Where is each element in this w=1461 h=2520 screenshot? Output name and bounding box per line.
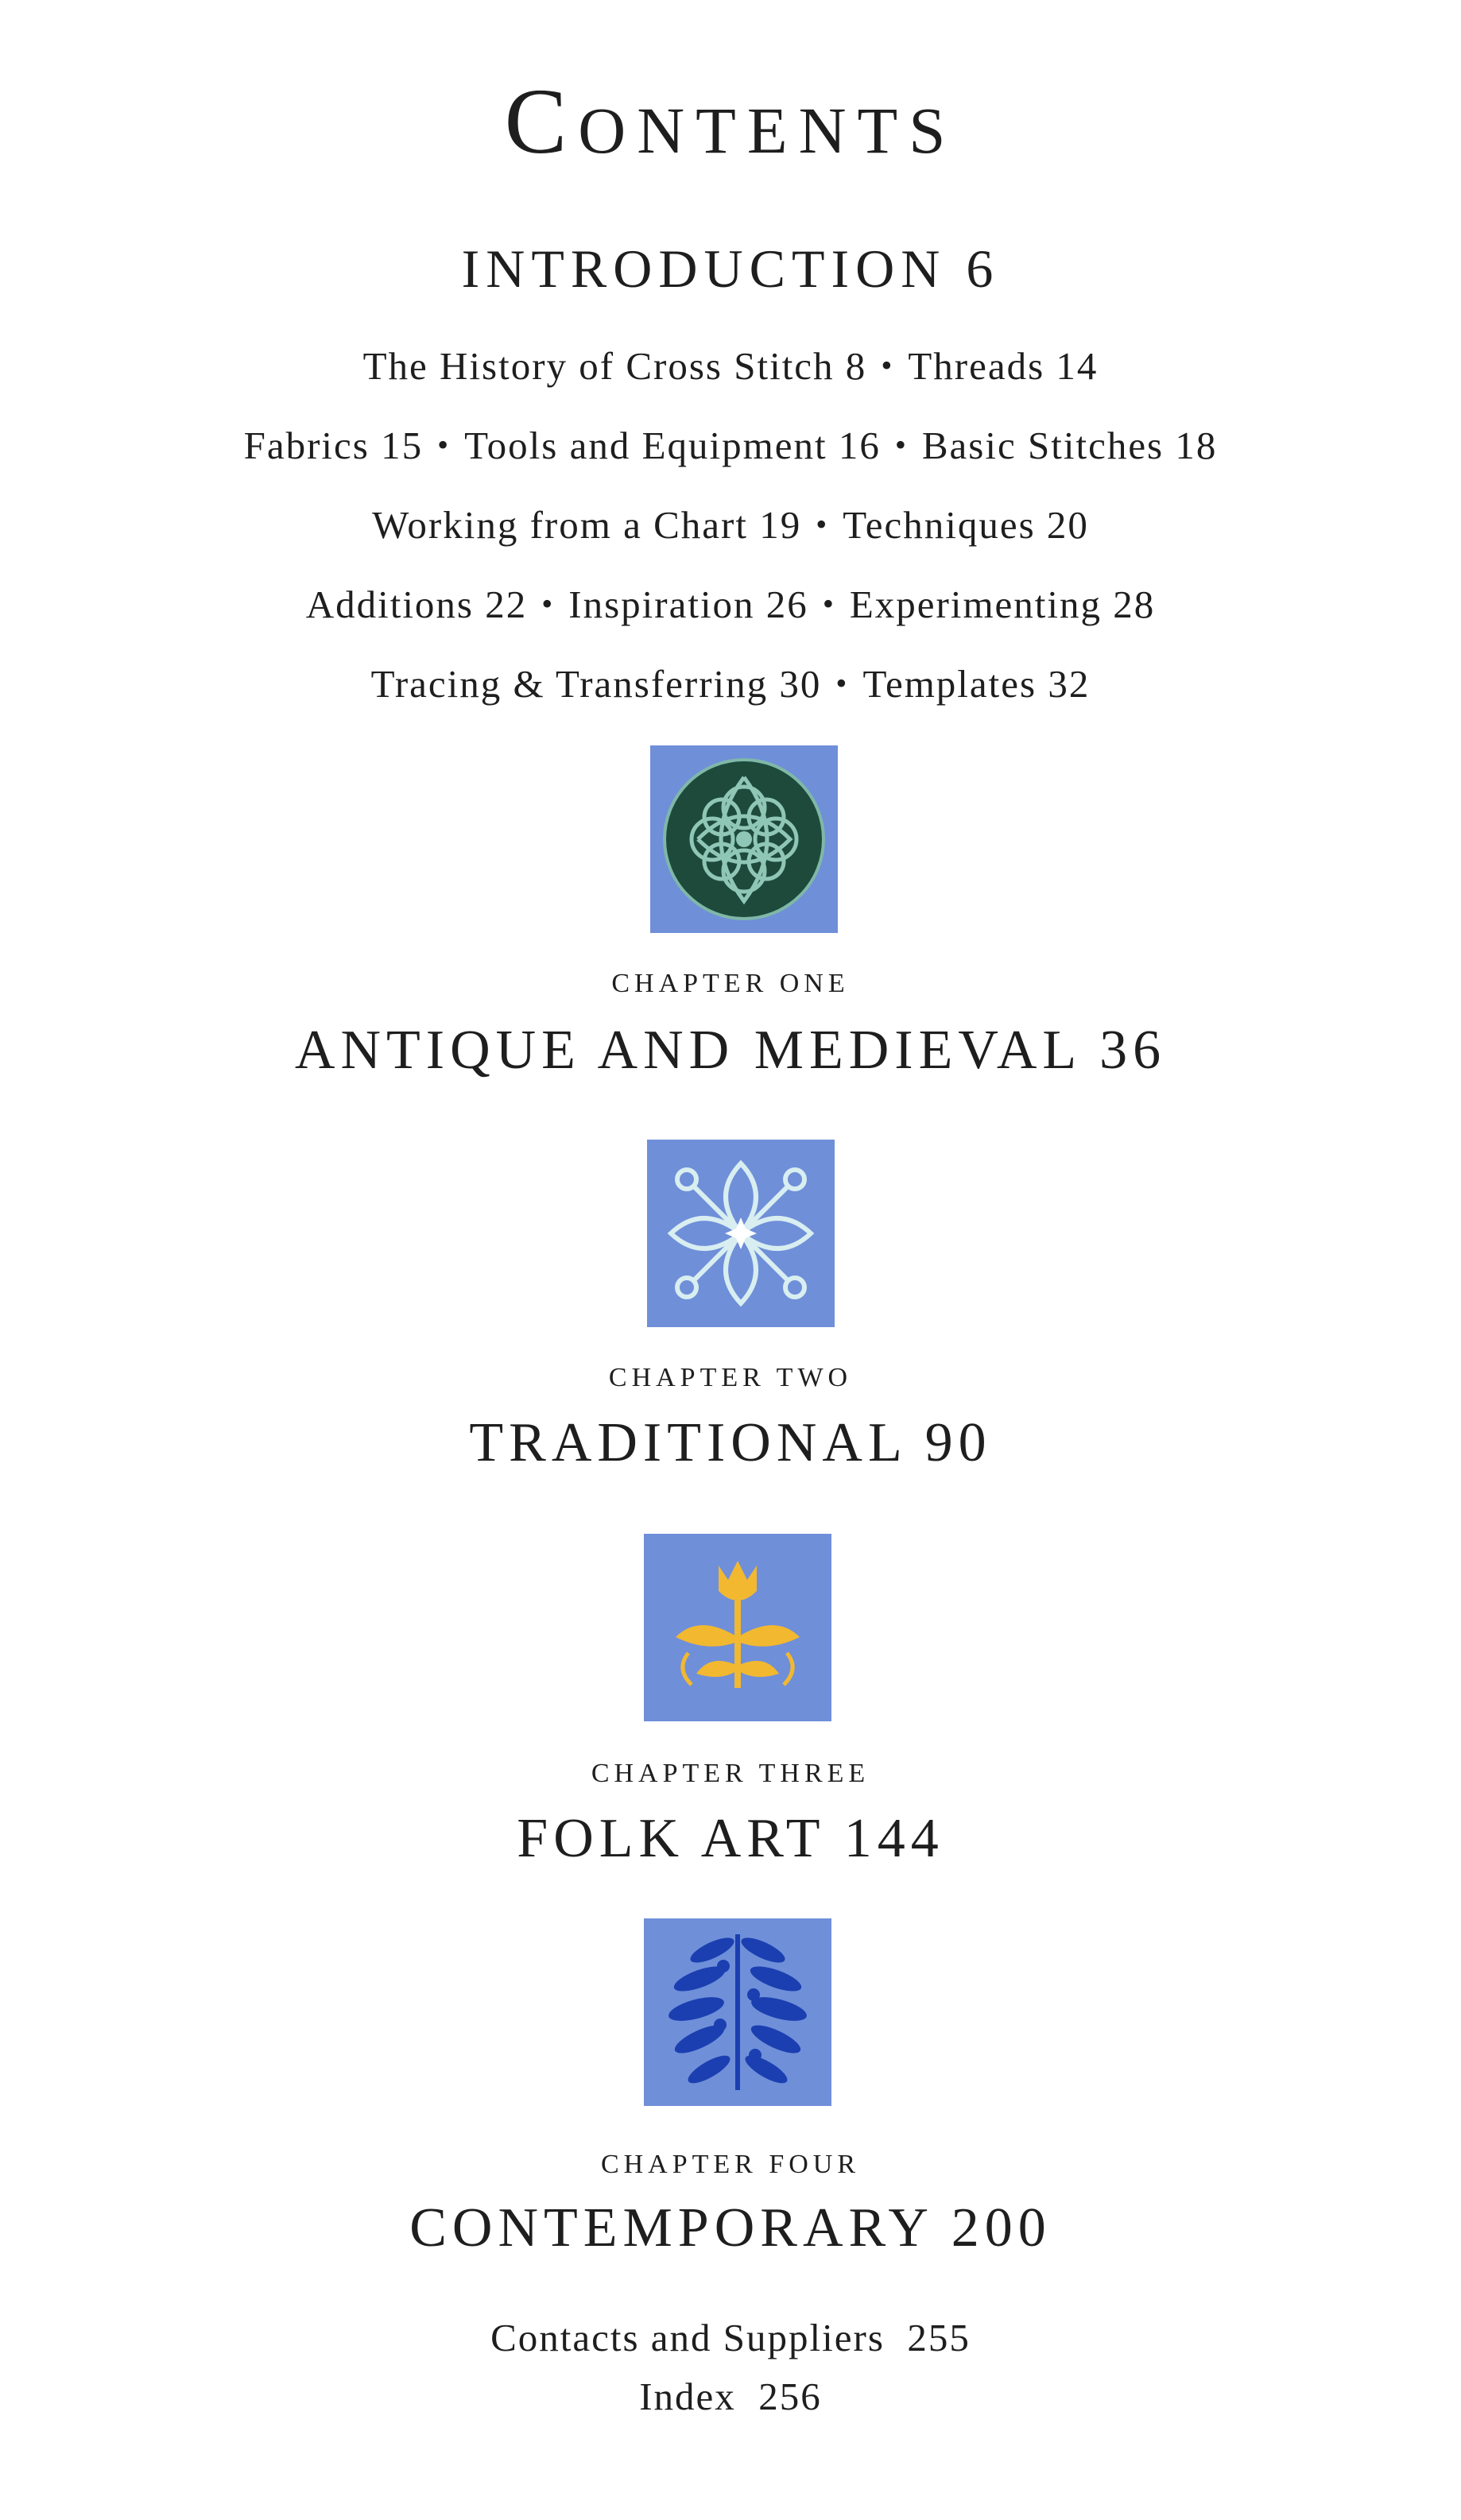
bullet-separator: • <box>437 427 451 463</box>
chapter-one-tile <box>650 745 838 933</box>
chapter-one-title: ANTIQUE AND MEDIEVAL 36 <box>294 1020 1167 1081</box>
bullet-separator: • <box>894 427 908 463</box>
toc-entry: Working from a Chart 19 <box>372 503 802 547</box>
chapter-two-title: TRADITIONAL 90 <box>469 1412 992 1473</box>
bullet-separator: • <box>835 665 849 701</box>
toc-entry: The History of Cross Stitch 8 <box>362 344 867 388</box>
chapter-two-tile <box>647 1140 835 1327</box>
bullet-separator: • <box>822 586 835 621</box>
toc-entry: Templates 32 <box>862 662 1091 706</box>
contacts-and-suppliers: Contacts and Suppliers 255 <box>490 2316 971 2359</box>
toc-entry: Inspiration 26 <box>568 583 808 626</box>
index-entry: Index 256 <box>639 2375 822 2418</box>
bullet-separator: • <box>816 506 829 542</box>
page-title: Contents <box>504 69 957 173</box>
chapter-three-tile <box>644 1534 831 1721</box>
toc-line <box>0 660 1461 708</box>
chapter-three-title: FOLK ART 144 <box>517 1808 944 1869</box>
celtic-knot-icon <box>650 745 838 933</box>
toc-line <box>0 580 1461 629</box>
floral-medallion-icon <box>647 1140 835 1327</box>
toc-entry: Tools and Equipment 16 <box>464 424 881 467</box>
chapter-four-label: CHAPTER FOUR <box>600 2150 861 2179</box>
toc-entry: Tracing & Transferring 30 <box>370 662 822 706</box>
chapter-two-label: CHAPTER TWO <box>608 1363 853 1392</box>
toc-entry: Techniques 20 <box>843 503 1089 547</box>
bullet-separator: • <box>541 586 555 621</box>
bullet-separator: • <box>881 347 894 383</box>
toc-entry: Fabrics 15 <box>243 424 424 467</box>
toc-entry: Experimenting 28 <box>849 583 1156 626</box>
chapter-four-tile <box>644 1918 831 2106</box>
introduction-heading: INTRODUCTION 6 <box>461 238 1000 299</box>
toc-entry: Basic Stitches 18 <box>921 424 1218 467</box>
chapter-one-label: CHAPTER ONE <box>611 969 850 998</box>
leafy-branch-icon <box>644 1918 831 2106</box>
toc-entry: Additions 22 <box>305 583 528 626</box>
chapter-four-title: CONTEMPORARY 200 <box>409 2197 1052 2259</box>
tulip-icon <box>644 1534 831 1721</box>
toc-line <box>0 501 1461 549</box>
toc-line <box>0 421 1461 470</box>
chapter-three-label: CHAPTER THREE <box>591 1759 870 1788</box>
toc-entry: Threads 14 <box>908 344 1099 388</box>
toc-line <box>0 342 1461 390</box>
